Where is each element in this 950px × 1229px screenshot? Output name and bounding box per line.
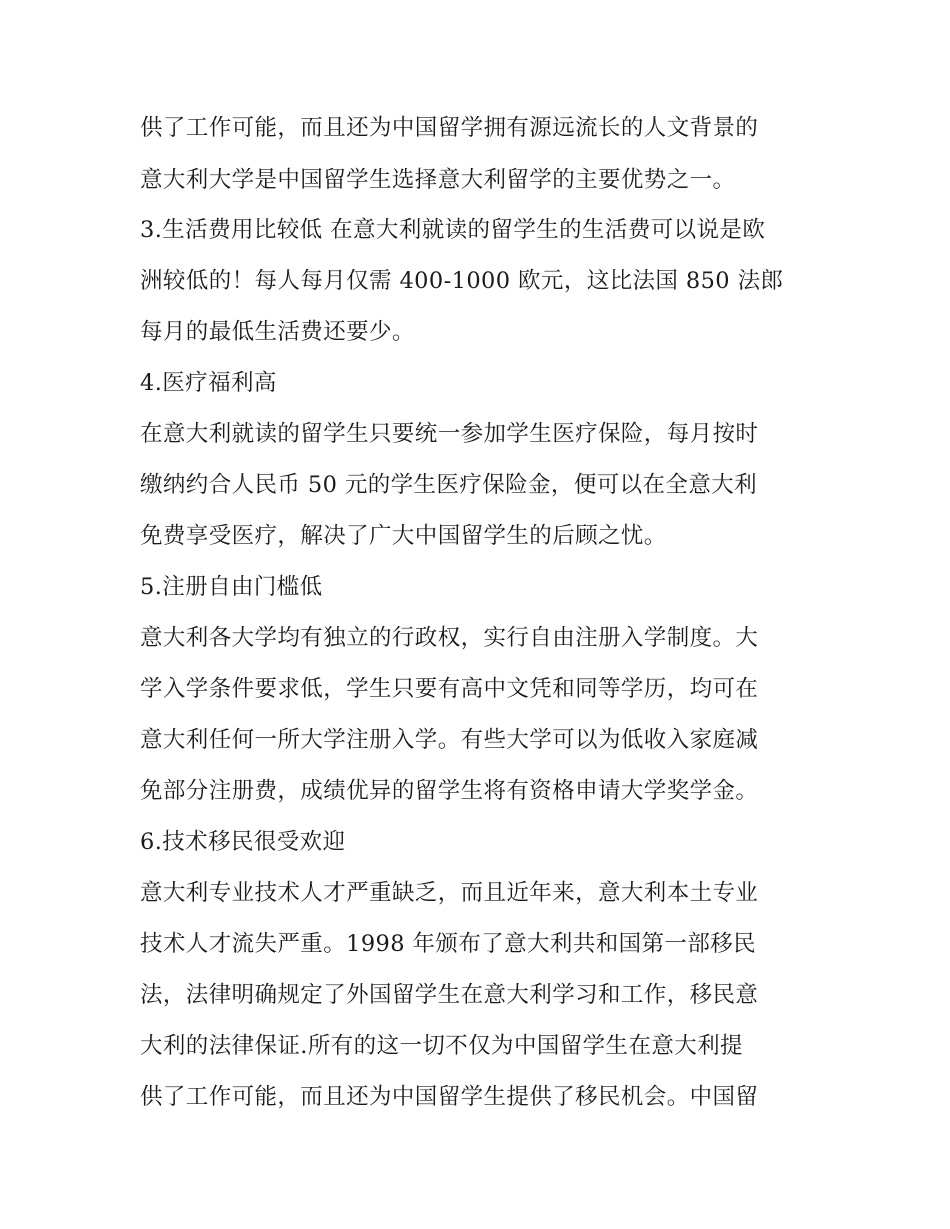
section-heading-line: 3.生活费用比较低 在意大利就读的留学生的生活费可以说是欧 <box>140 217 766 243</box>
paragraph-line: 法，法律明确规定了外国留学生在意大利学习和工作，移民意 <box>140 982 759 1008</box>
paragraph-line: 意大利大学是中国留学生选择意大利留学的主要优势之一。 <box>140 167 736 193</box>
paragraph-line: 每月的最低生活费还要少。 <box>140 319 415 345</box>
paragraph-line: 意大利专业技术人才严重缺乏，而且近年来，意大利本土专业 <box>140 880 759 906</box>
paragraph-line: 在意大利就读的留学生只要统一参加学生医疗保险，每月按时 <box>140 421 759 447</box>
paragraph-line: 洲较低的！每人每月仅需 400-1000 欧元，这比法国 850 法郎 <box>140 268 784 294</box>
paragraph-line: 意大利任何一所大学注册入学。有些大学可以为低收入家庭减 <box>140 727 759 753</box>
paragraph-line: 免部分注册费，成绩优异的留学生将有资格申请大学奖学金。 <box>140 778 759 804</box>
paragraph-line: 供了工作可能，而且还为中国留学生提供了移民机会。中国留 <box>140 1084 759 1110</box>
paragraph-line: 意大利各大学均有独立的行政权，实行自由注册入学制度。大 <box>140 625 759 651</box>
paragraph-line: 大利的法律保证.所有的这一切不仅为中国留学生在意大利提 <box>140 1033 743 1059</box>
paragraph-line: 技术人才流失严重。1998 年颁布了意大利共和国第一部移民 <box>140 931 757 957</box>
paragraph-line: 免费享受医疗，解决了广大中国留学生的后顾之忧。 <box>140 523 667 549</box>
paragraph-line: 缴纳约合人民币 50 元的学生医疗保险金，便可以在全意大利 <box>140 472 758 498</box>
paragraph-line: 学入学条件要求低，学生只要有高中文凭和同等学历，均可在 <box>140 676 759 702</box>
paragraph-line: 供了工作可能，而且还为中国留学拥有源远流长的人文背景的 <box>140 115 759 141</box>
section-heading: 5.注册自由门槛低 <box>140 574 323 600</box>
section-heading: 4.医疗福利高 <box>140 370 277 396</box>
section-heading: 6.技术移民很受欢迎 <box>140 829 346 855</box>
